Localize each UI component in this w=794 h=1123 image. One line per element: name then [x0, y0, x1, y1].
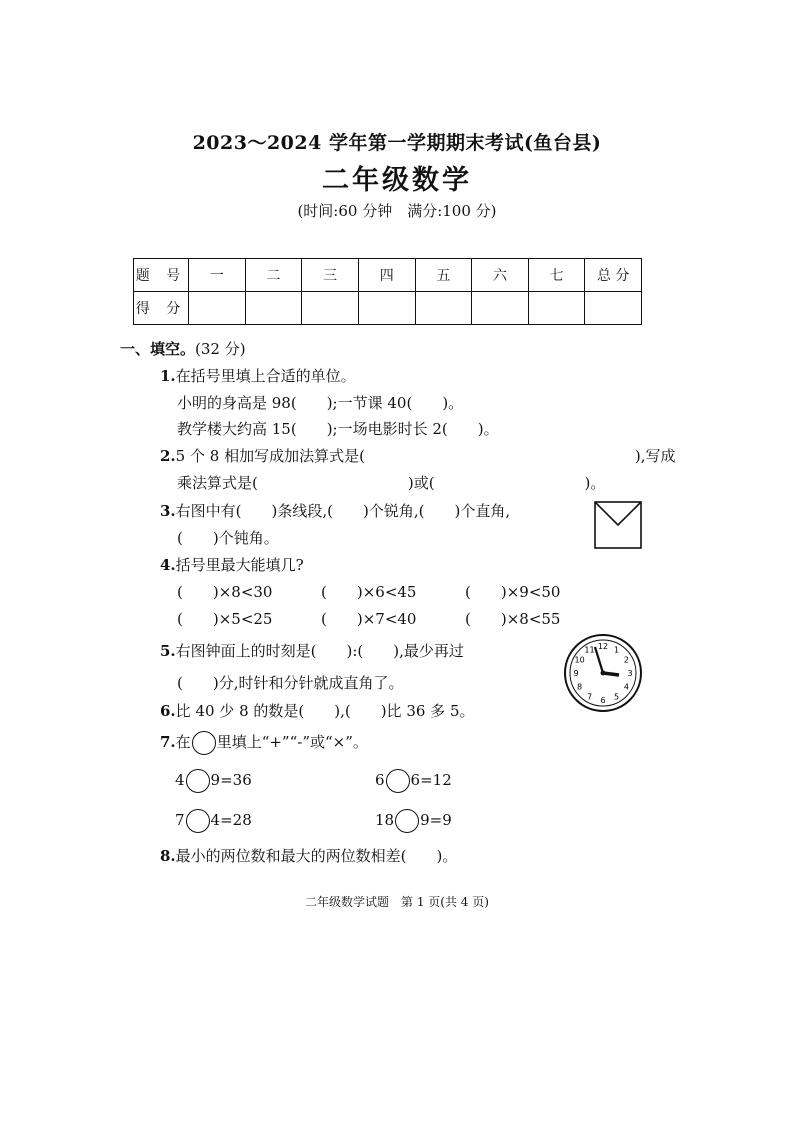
equation: [175, 809, 252, 833]
operand: 9=36: [210, 771, 252, 789]
col-header: 七: [528, 259, 585, 292]
question-line: ( )分,时针和分针就成直角了。: [177, 674, 404, 692]
question-text: 最小的两位数和最大的两位数相差( )。: [175, 847, 458, 865]
question-1: [160, 365, 356, 386]
score-cell[interactable]: [245, 292, 302, 325]
clock-numeral: 4: [623, 682, 629, 692]
question-3: [160, 500, 510, 521]
score-cell[interactable]: [358, 292, 415, 325]
clock-numeral: 8: [577, 682, 583, 692]
question-6: [160, 700, 475, 721]
operand: 4: [175, 771, 185, 789]
col-header: 二: [245, 259, 302, 292]
question-number: 2.: [160, 447, 176, 465]
clock-numeral: 6: [600, 696, 606, 705]
question-number: 4.: [160, 556, 176, 574]
score-cell[interactable]: [415, 292, 472, 325]
operand: 7: [175, 811, 185, 829]
question-text: 5 个 8 相加写成加法算式是( ),写成: [175, 447, 676, 465]
question-text: 里填上“+”“-”或“×”。: [216, 733, 368, 751]
operator-circle-icon[interactable]: [386, 769, 410, 793]
question-number: 3.: [160, 502, 176, 520]
question-line: 教学楼大约高 15( );一场电影时长 2( )。: [177, 420, 499, 438]
col-header: 四: [358, 259, 415, 292]
score-cell[interactable]: [472, 292, 529, 325]
envelope-figure: [594, 501, 642, 549]
score-cell[interactable]: [189, 292, 246, 325]
inequality: ( )×6<45: [321, 583, 417, 601]
inequality: ( )×9<50: [465, 583, 561, 601]
clock-numeral: 10: [574, 655, 585, 665]
col-header: 三: [302, 259, 359, 292]
question-4: [160, 554, 304, 575]
score-value-row: [134, 292, 642, 325]
operand: 9=9: [420, 811, 452, 829]
operand: 6=12: [410, 771, 452, 789]
operator-circle-icon[interactable]: [395, 809, 419, 833]
clock-figure: [563, 633, 643, 713]
clock-numeral: 9: [573, 669, 579, 678]
question-text: 右图钟面上的时刻是( ):( ),最少再过: [175, 642, 464, 660]
row-label: 得 分: [134, 292, 189, 325]
page-footer: 二年级数学试题 第 1 页(共 4 页): [305, 895, 489, 909]
question-number: 6.: [160, 702, 176, 720]
question-number: 1.: [160, 367, 176, 385]
score-header-row: [134, 259, 642, 292]
score-cell[interactable]: [302, 292, 359, 325]
question-5: [160, 640, 464, 661]
inequality: ( )×8<30: [177, 583, 273, 601]
question-number: 5.: [160, 642, 176, 660]
operator-circle-icon: [192, 731, 216, 755]
exam-info: (时间:60 分钟 满分:100 分): [297, 202, 497, 220]
clock-numeral: 7: [586, 692, 593, 702]
inequality: ( )×7<40: [321, 610, 417, 628]
section-heading: [120, 338, 246, 359]
operator-circle-icon[interactable]: [186, 769, 210, 793]
score-cell[interactable]: [528, 292, 585, 325]
clock-numeral: 5: [613, 692, 620, 702]
operand: 6: [375, 771, 385, 789]
col-header: 总 分: [585, 259, 642, 292]
question-text: 在: [175, 733, 191, 751]
col-header: 一: [189, 259, 246, 292]
question-line: ( )个钝角。: [177, 529, 279, 547]
equation: [175, 769, 252, 793]
question-line: 小明的身高是 98( );一节课 40( )。: [177, 394, 464, 412]
clock-numeral: 1: [613, 645, 620, 655]
clock-numeral: 11: [584, 645, 595, 655]
score-table: [133, 258, 642, 325]
question-text: 在括号里填上合适的单位。: [175, 367, 356, 385]
question-text: 比 40 少 8 的数是( ),( )比 36 多 5。: [175, 702, 475, 720]
exam-title: 2023～2024 学年第一学期期末考试(鱼台县): [192, 132, 602, 154]
clock-numeral: 2: [623, 655, 629, 665]
equation: [375, 769, 452, 793]
operator-circle-icon[interactable]: [186, 809, 210, 833]
clock-numeral: 12: [597, 642, 609, 651]
operand: 18: [375, 811, 395, 829]
question-number: 8.: [160, 847, 176, 865]
question-text: 括号里最大能填几?: [175, 556, 304, 574]
section-points: (32 分): [195, 340, 246, 358]
col-header: 五: [415, 259, 472, 292]
equation: [375, 809, 452, 833]
inequality: ( )×5<25: [177, 610, 273, 628]
section-label: 一、填空。: [120, 340, 196, 358]
question-number: 7.: [160, 733, 176, 751]
question-2: [160, 445, 676, 466]
question-7: [160, 731, 368, 755]
question-text: 右图中有( )条线段,( )个锐角,( )个直角,: [175, 502, 511, 520]
row-label: 题 号: [134, 259, 189, 292]
col-header: 六: [472, 259, 529, 292]
score-cell[interactable]: [585, 292, 642, 325]
clock-numeral: 3: [627, 669, 633, 678]
operand: 4=28: [210, 811, 252, 829]
inequality: ( )×8<55: [465, 610, 561, 628]
question-line: 乘法算式是( )或( )。: [177, 474, 606, 492]
exam-subject: 二年级数学: [322, 165, 472, 196]
question-8: [160, 845, 457, 866]
